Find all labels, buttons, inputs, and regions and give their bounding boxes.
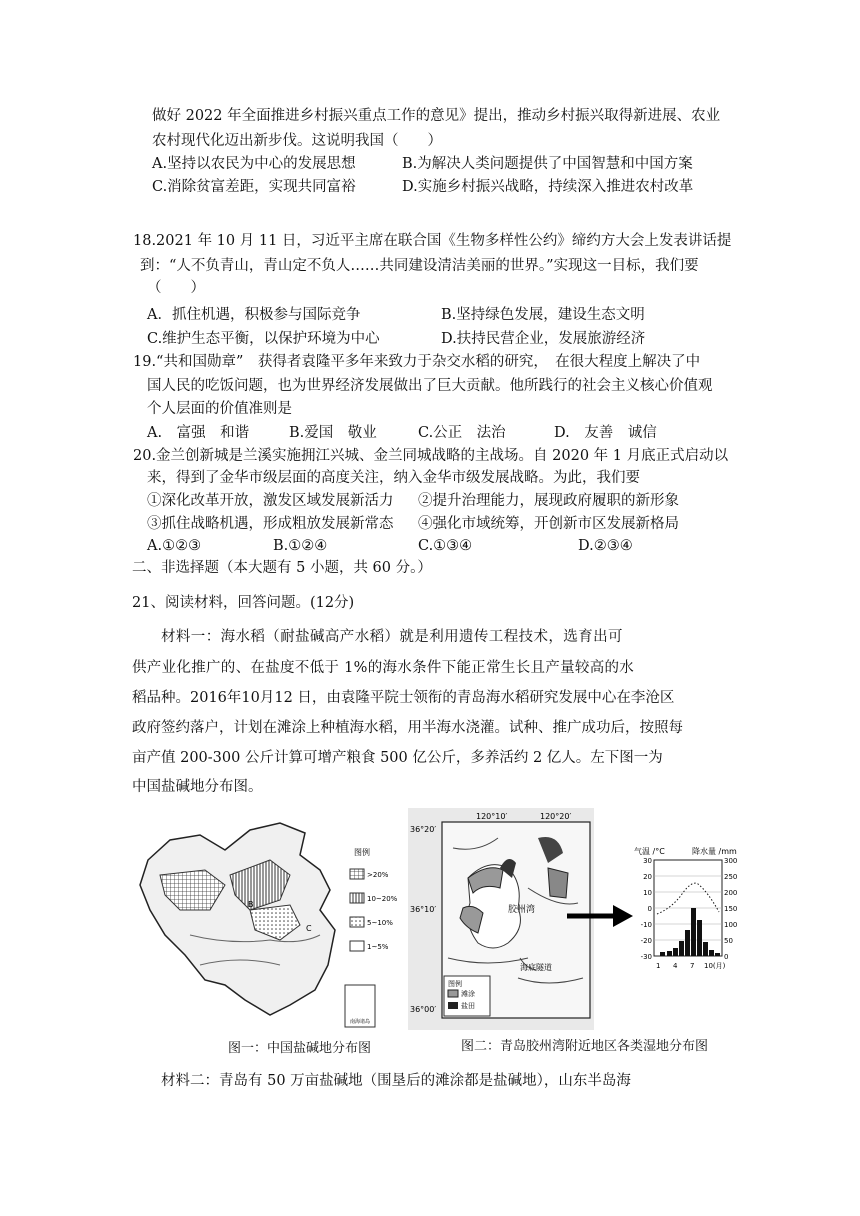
lon-label: 120°10′ <box>476 812 508 821</box>
precip-tick: 100 <box>724 921 738 929</box>
q21-material1-line: 亩产值 200-300 公斤计算可增产粮食 500 亿公斤，多养活约 2 亿人。左下图一为 <box>132 750 663 766</box>
q21-material1-line: 政府签约落户，计划在滩涂上种植海水稻，用半海水浇灌。试种、推广成功后，按照每 <box>132 720 683 736</box>
china-saline-map <box>130 815 398 1040</box>
q19-option-b: B.爱国 敬业 <box>289 425 377 441</box>
q20-line-2: 来，得到了金华市级层面的高度关注，纳入金华市级发展战略。为此，我们要 <box>147 470 640 486</box>
q18-option-b: B.坚持绿色发展，建设生态文明 <box>441 307 645 323</box>
temp-tick: 30 <box>643 857 652 865</box>
map-inset-label: 南海诸岛 <box>349 1019 371 1025</box>
q19-option-c: C.公正 法治 <box>418 425 506 441</box>
map-legend-title: 图例 <box>354 848 370 857</box>
lat-label: 36°00′ <box>410 1005 437 1014</box>
map-label-c: C <box>306 924 312 933</box>
q21-material1-line: 材料一：海水稻（耐盐碱高产水稻）就是利用遗传工程技术，选育出可 <box>161 629 623 645</box>
q19-option-d: D. 友善 诚信 <box>554 425 657 441</box>
month-tick: 7 <box>690 962 695 970</box>
precip-bar <box>703 942 708 956</box>
map-legend-label: 5~10% <box>367 919 393 927</box>
q18-option-d: D.扶持民营企业，发展旅游经济 <box>441 331 646 347</box>
temp-tick: -10 <box>640 921 652 929</box>
q21-title: 21、阅读材料，回答问题。(12分) <box>132 595 355 611</box>
q21-material1-line: 中国盐碱地分布图。 <box>132 779 263 795</box>
q18-line-3: （ ） <box>147 280 205 296</box>
q19-line-2: 国人民的吃饭问题，也为世界经济发展做出了巨大贡献。他所践行的社会主义核心价值观 <box>147 378 713 394</box>
temp-tick: -30 <box>640 953 652 961</box>
q18-line-2: 到：“人不负青山，青山定不负人……共同建设清洁美丽的世界。”实现这一目标，我们要 <box>140 258 699 274</box>
precip-tick: 200 <box>724 889 738 897</box>
precip-bar <box>691 908 696 956</box>
map-legend-label: >20% <box>367 871 389 879</box>
lon-label: 120°20′ <box>540 812 572 821</box>
arrow-right-icon <box>565 902 635 930</box>
temp-tick: 10 <box>643 889 652 897</box>
map-legend-label: 1~5% <box>367 943 389 951</box>
q17-option-d: D.实施乡村振兴战略，持续深入推进农村改革 <box>402 179 694 195</box>
q19-option-a: A. 富强 和谐 <box>147 425 250 441</box>
bay-legend-label: 滩涂 <box>461 990 475 998</box>
temp-tick: 20 <box>643 873 652 881</box>
q21-material1-line: 供产业化推广的、在盐度不低于 1%的海水条件下能正常生长且产量较高的水 <box>132 660 635 676</box>
lat-label: 36°10′ <box>410 905 437 914</box>
precip-tick: 300 <box>724 857 738 865</box>
figure1-caption: 图一：中国盐碱地分布图 <box>228 1041 372 1056</box>
q17-line-2: 农村现代化迈出新步伐。这说明我国（ ） <box>152 133 442 149</box>
q20-item-4: ④强化市域统筹，开创新市区发展新格局 <box>418 516 679 532</box>
map-label-b: B <box>248 900 254 909</box>
precip-tick: 0 <box>724 953 729 961</box>
climate-chart <box>632 842 746 980</box>
precip-tick: 50 <box>724 937 733 945</box>
q21-material2-line: 材料二：青岛有 50 万亩盐碱地（围垦后的滩涂都是盐碱地），山东半岛海 <box>161 1073 631 1089</box>
precip-bar <box>697 920 702 956</box>
temp-tick: 0 <box>647 905 652 913</box>
figure2-caption: 图二：青岛胶州湾附近地区各类湿地分布图 <box>461 1039 709 1054</box>
q19-line-3: 个人层面的价值准则是 <box>147 401 292 417</box>
q20-item-3: ③抓住战略机遇，形成粗放发展新常态 <box>147 516 394 532</box>
tunnel-label: 海底隧道 <box>520 963 552 972</box>
temp-tick: -20 <box>640 937 652 945</box>
q21-material1-line: 稻品种。2016年10月12 日，由袁隆平院士领衔的青岛海水稻研究发展中心在李沧区 <box>132 690 675 706</box>
month-tick: 4 <box>673 962 678 970</box>
q18-option-a: A．抓住机遇，积极参与国际竞争 <box>147 307 361 323</box>
precip-tick: 150 <box>724 905 738 913</box>
q17-option-c: C.消除贫富差距，实现共同富裕 <box>152 179 356 195</box>
q20-option-c: C.①③④ <box>418 538 473 554</box>
q20-option-d: D.②③④ <box>578 538 633 554</box>
bay-label: 胶州湾 <box>508 905 536 915</box>
month-tick: 1 <box>656 962 661 970</box>
q17-option-b: B.为解决人类问题提供了中国智慧和中国方案 <box>402 156 693 172</box>
precip-bar <box>685 930 690 956</box>
precip-axis-label: 降水量 /mm <box>692 847 737 856</box>
map-legend-label: 10~20% <box>367 895 398 903</box>
q20-item-2: ②提升治理能力，展现政府履职的新形象 <box>418 493 679 509</box>
month-tick: 10(月) <box>704 962 726 970</box>
section-heading: 二、非选择题（本大题有 5 小题，共 60 分。） <box>132 560 432 576</box>
q20-option-b: B.①②④ <box>273 538 328 554</box>
lat-label: 36°20′ <box>410 825 437 834</box>
bay-legend-label: 盐田 <box>461 1002 475 1010</box>
q20-option-a: A.①②③ <box>147 538 202 554</box>
q20-line-1: 20.金兰创新城是兰溪实施拥江兴城、金兰同城战略的主战场。自 2020 年 1 月底正式启动以 <box>133 448 729 464</box>
temp-axis-label: 气温 /°C <box>634 847 665 856</box>
q17-option-a: A.坚持以农民为中心的发展思想 <box>152 156 356 172</box>
q17-line-1: 做好 2022 年全面推进乡村振兴重点工作的意见》提出，推动乡村振兴取得新进展、农业 <box>152 108 721 124</box>
bay-legend-title: 图例 <box>448 980 462 988</box>
precip-bar <box>679 941 684 956</box>
q19-line-1: 19.“共和国勋章” 获得者袁隆平多年来致力于杂交水稻的研究， 在很大程度上解决了中 <box>133 354 701 370</box>
precip-tick: 250 <box>724 873 738 881</box>
q20-item-1: ①深化改革开放，激发区域发展新活力 <box>147 493 394 509</box>
q18-option-c: C.维护生态平衡，以保护环境为中心 <box>147 331 380 347</box>
q18-line-1: 18.2021 年 10 月 11 日，习近平主席在联合国《生物多样性公约》缔约方大会上发表讲话提 <box>133 233 732 249</box>
